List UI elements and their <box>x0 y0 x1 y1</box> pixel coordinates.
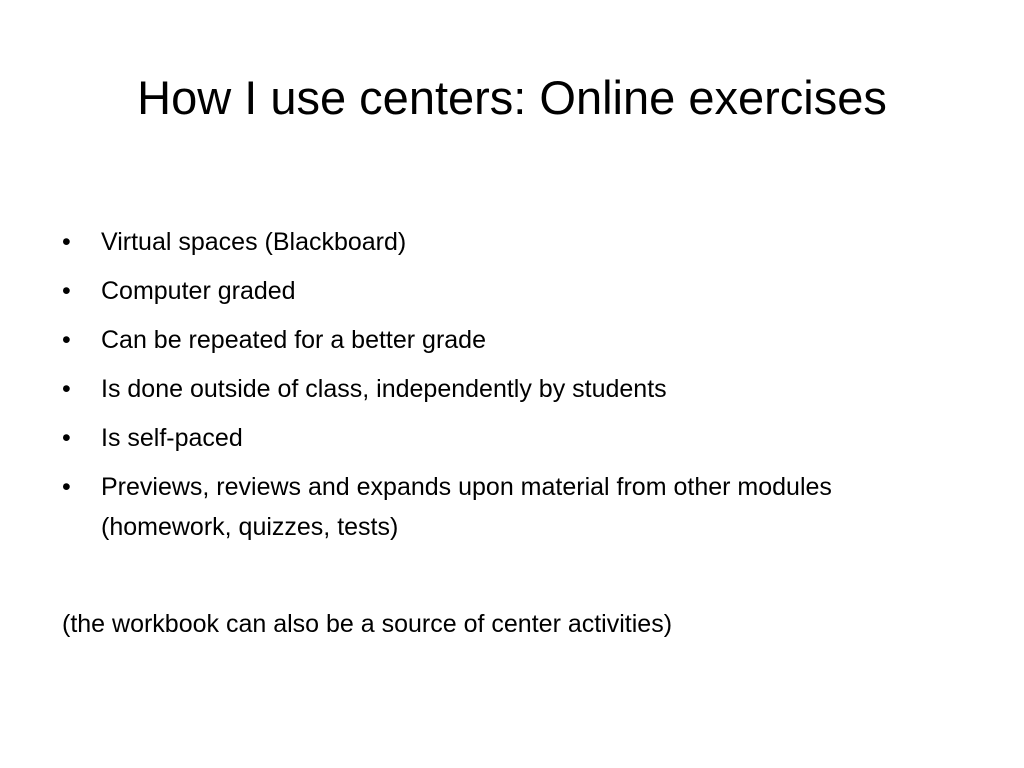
bullet-item <box>0 418 1024 458</box>
bullet-icon: • <box>62 326 71 354</box>
bullet-icon: • <box>62 473 71 501</box>
bullet-text: Computer graded <box>101 277 296 305</box>
bullet-text: Previews, reviews and expands upon material from other modules (homework, quizzes, tests) <box>101 473 832 541</box>
bullet-text: Can be repeated for a better grade <box>101 326 486 354</box>
bullet-item <box>0 222 1024 262</box>
bullet-icon: • <box>62 228 71 256</box>
bullet-item <box>0 271 1024 311</box>
bullet-item <box>0 467 1024 547</box>
slide-note: (the workbook can also be a source of center activities) <box>62 610 673 638</box>
bullet-icon: • <box>62 424 71 452</box>
bullet-icon: • <box>62 277 71 305</box>
bullet-item <box>0 320 1024 360</box>
bullet-icon: • <box>62 375 71 403</box>
bullet-list <box>0 222 1024 556</box>
bullet-text: Virtual spaces (Blackboard) <box>101 228 407 256</box>
bullet-text: Is done outside of class, independently by students <box>101 375 667 403</box>
bullet-text: Is self-paced <box>101 424 243 452</box>
slide-title: How I use centers: Online exercises <box>137 71 887 124</box>
bullet-item <box>0 369 1024 409</box>
